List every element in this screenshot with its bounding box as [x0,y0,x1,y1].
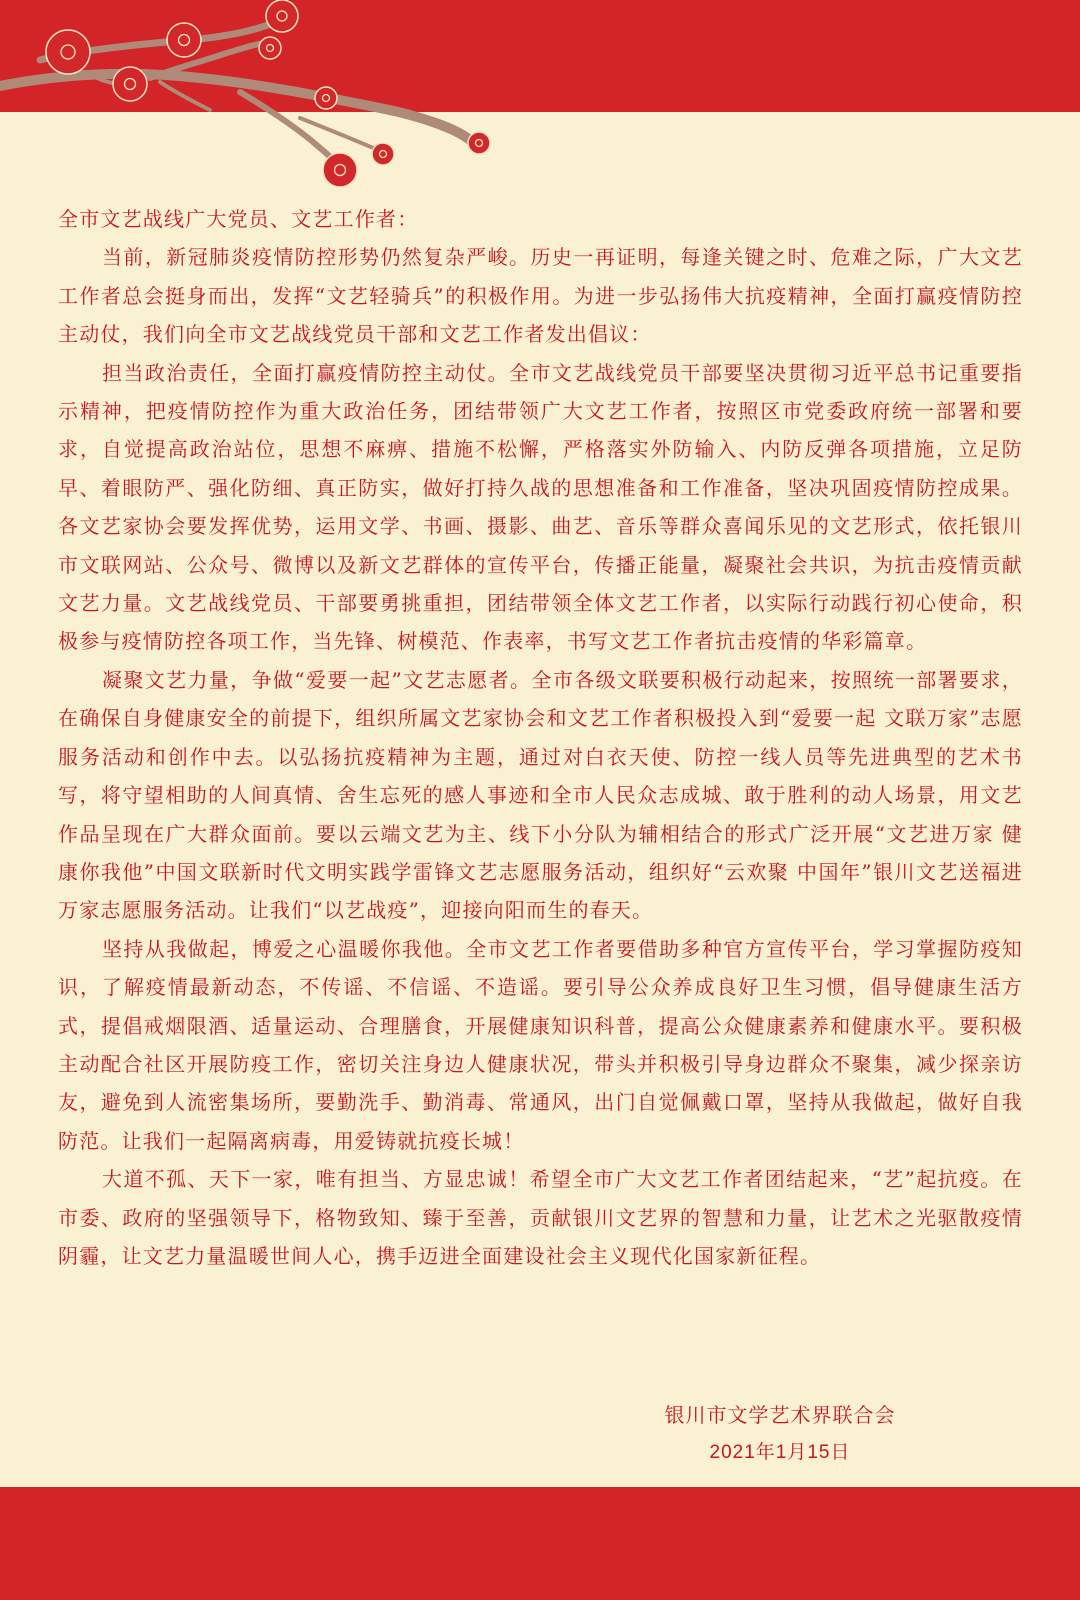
plum-blossom-branch-icon [0,0,520,200]
paragraph-closing: 大道不孤、天下一家，唯有担当、方显忠诚！希望全市广大文艺工作者团结起来，“艺”起抗疫。在市委、政府的坚强领导下，格物致知、臻于至善，贡献银川文艺界的智慧和力量，让艺术之光驱散疫情阴霾，让文艺力量温暖世间人心，携手迈进全面建设社会主义现代化国家新征程。 [58,1167,1023,1268]
signature-organization: 银川市文学艺术界联合会 [664,1403,896,1427]
signature-date: 2021年1月15日 [709,1442,851,1463]
letter-body [58,200,1023,1275]
letter-salutation: 全市文艺战线广大党员、文艺工作者： [58,207,419,231]
paragraph-volunteers: 凝聚文艺力量，争做“爱要一起”文艺志愿者。全市各级文联要积极行动起来，按照统一部署要求，在确保自身健康安全的前提下，组织所属文艺家协会和文艺工作者积极投入到“爱要一起 文联万家”志愿服务活动和创作中去。以弘扬抗疫精神为主题，通过对白衣天使、防控一线人员等先进典型的艺术书写，将守望相助的人间真情、舍生忘死的感人事迹和全市人民众志成城、敢于胜利的动人场景，用文艺作品呈现在广大群众面前。要以云端文艺为主、线下小分队为辅相结合的形式广泛开展“文艺进万家 健康你我他”中国文联新时代文明实践学雷锋文艺志愿服务活动，组织好“云欢聚 中国年”银川文艺送福进万家志愿服务活动。让我们“以艺战疫”，迎接向阳而生的春天。 [58,667,1023,923]
paragraph-intro: 当前，新冠肺炎疫情防控形势仍然复杂严峻。历史一再证明，每逢关键之时、危难之际，广大文艺工作者总会挺身而出，发挥“文艺轻骑兵”的积极作用。为进一步弘扬伟大抗疫精神，全面打赢疫情防控主动仗，我们向全市文艺战线党员干部和文艺工作者发出倡议： [58,245,1023,347]
signature-block [640,1396,920,1472]
paragraph-start-from-me: 坚持从我做起，博爱之心温暖你我他。全市文艺工作者要借助多种官方宣传平台，学习掌握防疫知识，了解疫情最新动态，不传谣、不信谣、不造谣。要引导公众养成良好卫生习惯，倡导健康生活方式，提倡戒烟限酒、适量运动、合理膳食，开展健康知识科普，提高公众健康素养和健康水平。要积极主动配合社区开展防疫工作，密切关注身边人健康状况，带头并积极引导身边群众不聚集，减少探亲访友，避免到人流密集场所，要勤洗手、勤消毒、常通风，出门自觉佩戴口罩，坚持从我做起，做好自我防范。让我们一起隔离病毒，用爱铸就抗疫长城！ [58,936,1023,1153]
bottom-red-band [0,1487,1080,1600]
paragraph-political-responsibility: 担当政治责任，全面打赢疫情防控主动仗。全市文艺战线党员干部要坚决贯彻习近平总书记重要指示精神，把疫情防控作为重大政治任务，团结带领广大文艺工作者，按照区市党委政府统一部署和要求，自觉提高政治站位，思想不麻痹、措施不松懈，严格落实外防输入、内防反弹各项措施，立足防早、着眼防严、强化防细、真正防实，做好打持久战的思想准备和工作准备，坚决巩固疫情防控成果。各文艺家协会要发挥优势，运用文学、书画、摄影、曲艺、音乐等群众喜闻乐见的文艺形式，依托银川市文联网站、公众号、微博以及新文艺群体的宣传平台，传播正能量，凝聚社会共识，为抗击疫情贡献文艺力量。文艺战线党员、干部要勇挑重担，团结带领全体文艺工作者，以实际行动践行初心使命，积极参与疫情防控各项工作，当先锋、树模范、作表率，书写文艺工作者抗击疫情的华彩篇章。 [58,360,1023,654]
